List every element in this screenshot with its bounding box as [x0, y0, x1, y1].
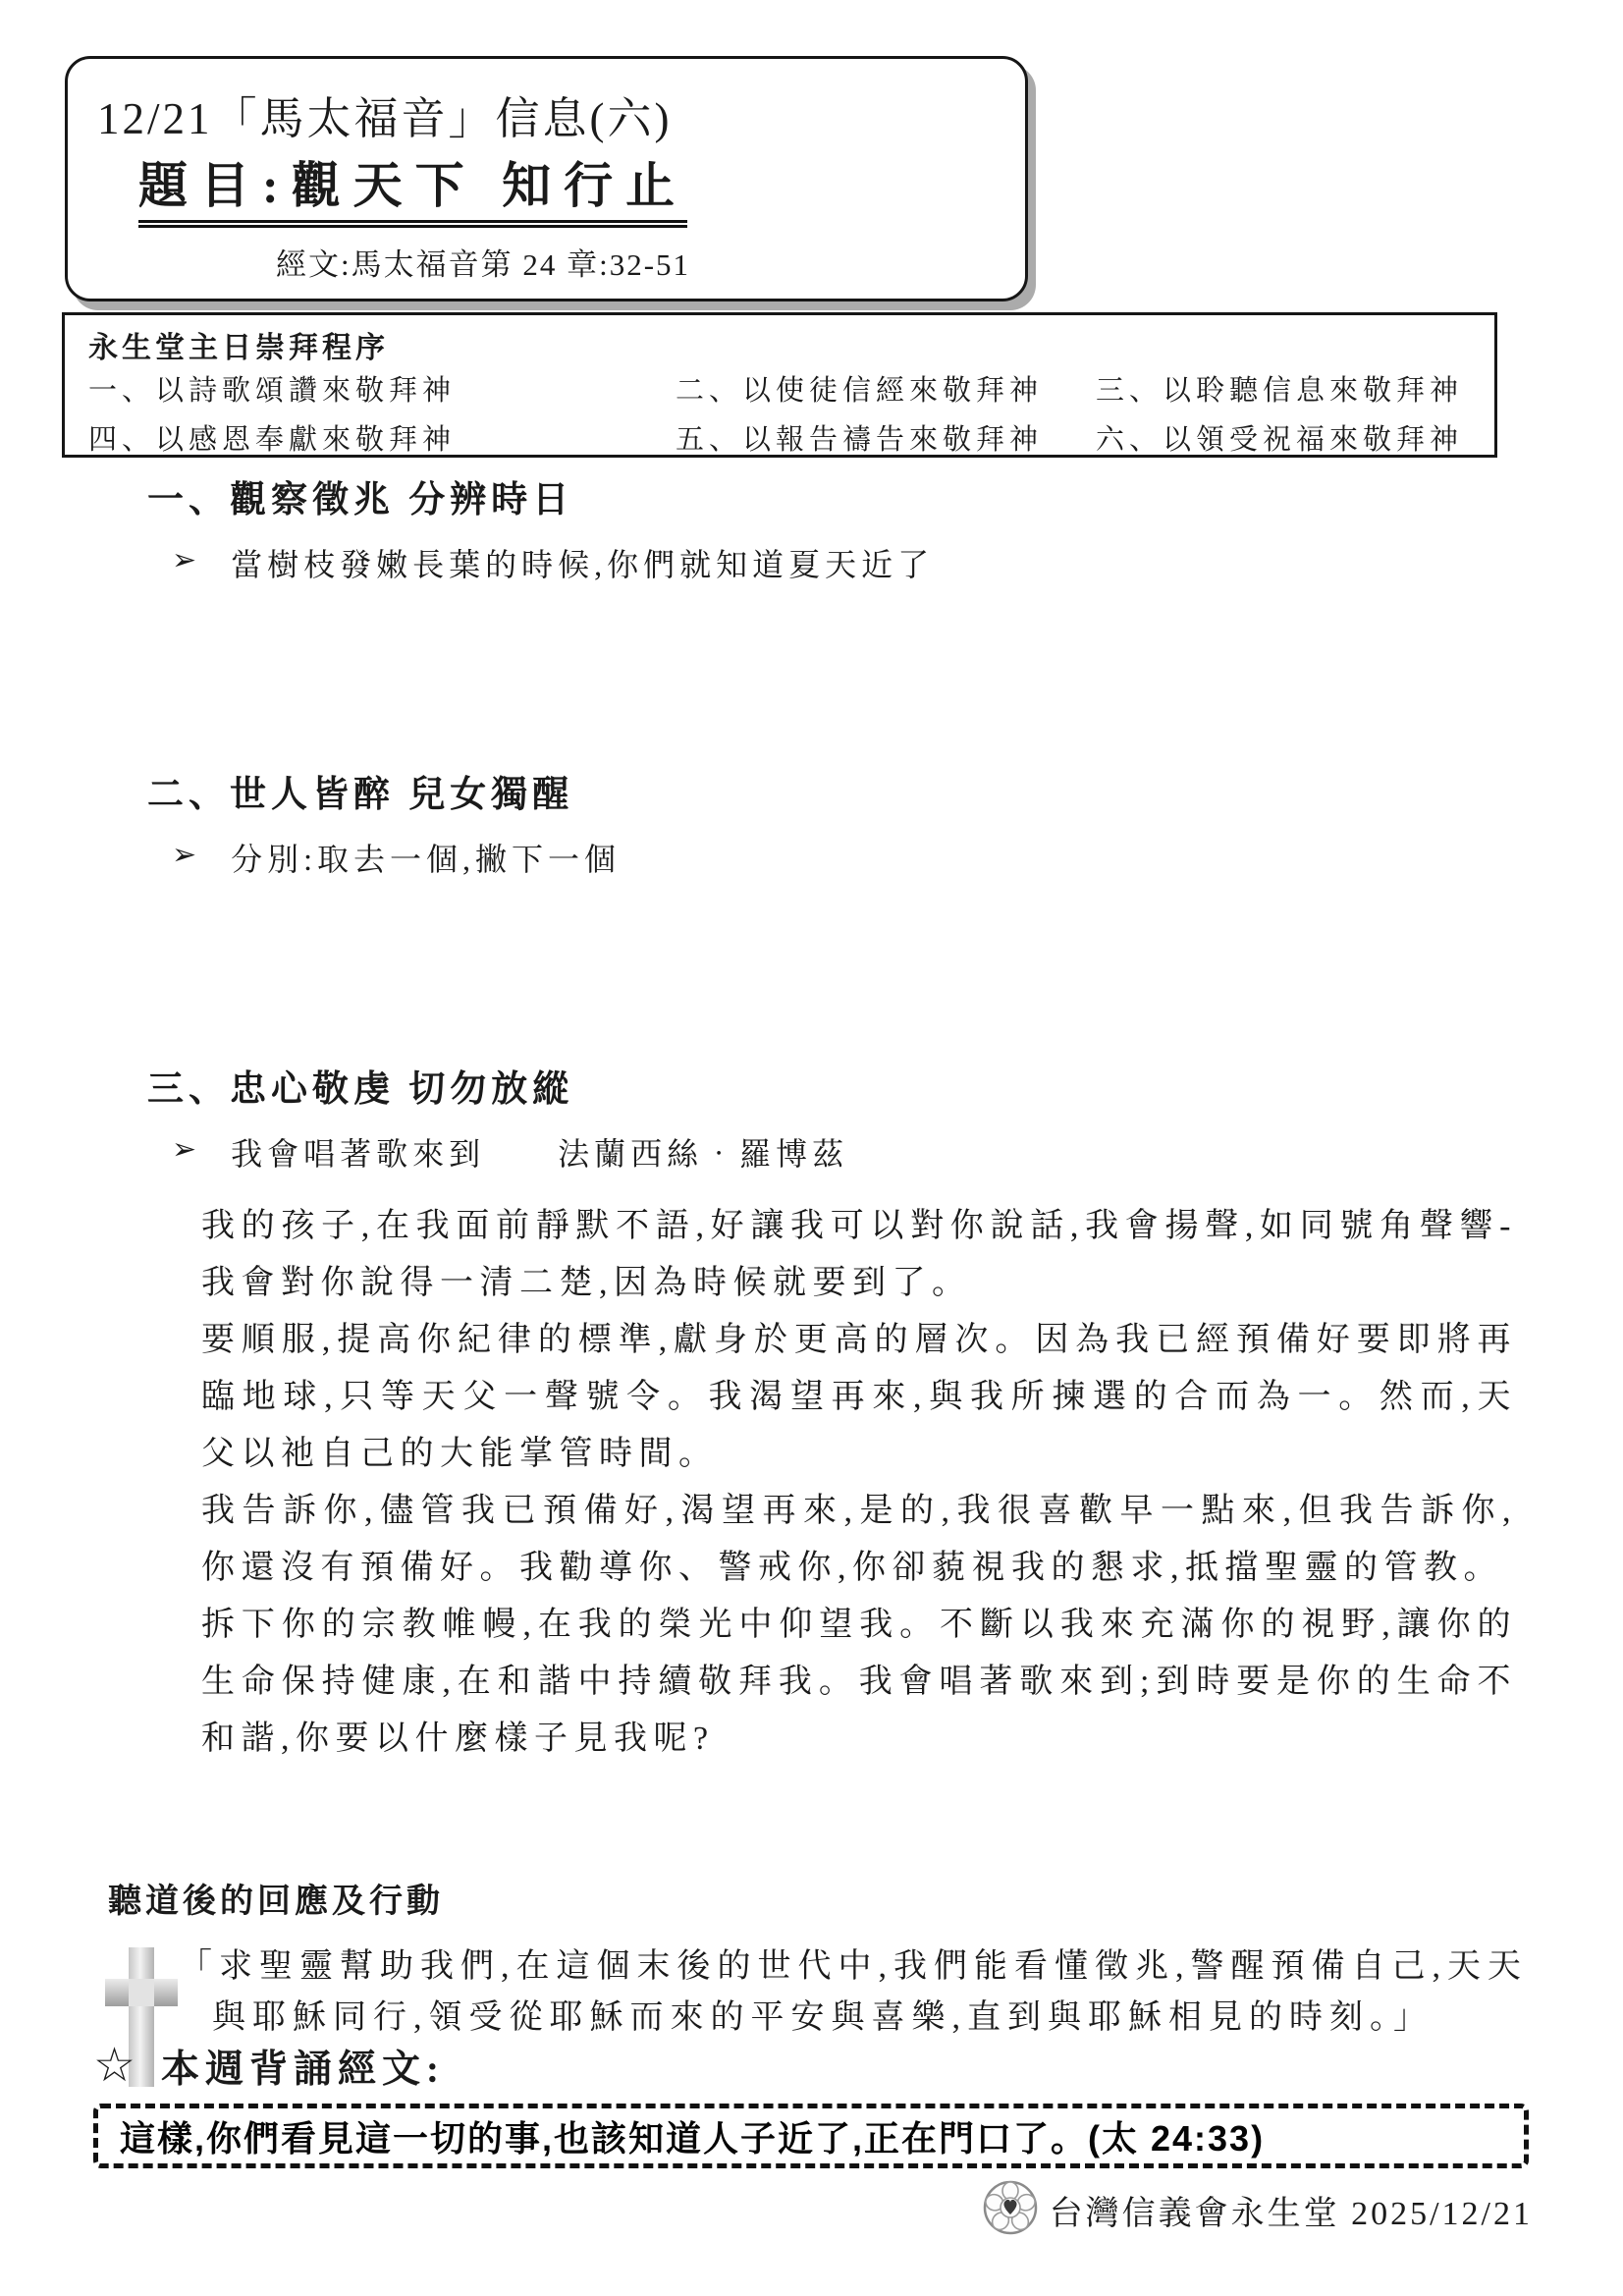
section-heading: 二、世人皆醉 兒女獨醒	[147, 775, 574, 815]
sermon-date-line: 12/21「馬太福音」信息(六)	[97, 94, 673, 143]
scripture-reference: 經文:馬太福音第 24 章:32-51	[276, 246, 691, 282]
star-icon: ☆	[93, 2040, 136, 2092]
outline-section	[0, 469, 1623, 585]
luther-rose-logo-icon	[983, 2180, 1038, 2240]
worship-order-title: 永生堂主日崇拜程序	[88, 332, 389, 364]
response-section	[0, 1874, 1623, 2044]
section-bullet-text: 我會唱著歌來到 法蘭西絲‧羅博茲	[231, 1136, 849, 1172]
response-heading: 聽道後的回應及行動	[108, 1884, 444, 1920]
section-bullet-row	[172, 540, 1623, 585]
section-heading: 一、觀察徵兆 分辨時日	[147, 480, 574, 520]
worship-order-item: 六、以領受祝福來敬拜神	[1096, 424, 1464, 457]
outline-section	[0, 764, 1623, 880]
memory-verse-box	[93, 2104, 1529, 2168]
outline-sections	[0, 469, 1623, 1175]
worship-order-box	[62, 312, 1497, 458]
outline-section	[0, 1059, 1623, 1175]
poem-paragraph: 我的孩子,在我面前靜默不語,好讓我可以對你說話,我會揚聲,如同號角聲響-我會對你說得一清二楚,因為時候就要到了。	[201, 1208, 1517, 1301]
section-bullet-row	[172, 835, 1623, 880]
section-bullet-row	[172, 1129, 1623, 1175]
response-quote: 「求聖靈幫助我們,在這個末後的世代中,我們能看懂徵兆,警醒預備自己,天天與耶穌同行,領受從耶穌而來的平安與喜樂,直到與耶穌相見的時刻。」	[179, 1948, 1528, 2036]
church-name-and-date: 台灣信義會永生堂 2025/12/21	[1049, 2196, 1533, 2232]
section-bullet-text: 分別:取去一個,撇下一個	[231, 842, 622, 877]
section-heading: 三、忠心敬虔 切勿放縱	[147, 1069, 574, 1110]
worship-order-item: 二、以使徒信經來敬拜神	[676, 375, 1044, 407]
poem-paragraph: 我告訴你,儘管我已預備好,渴望再來,是的,我很喜歡早一點來,但我告訴你,你還沒有預備好。我勸導你、警戒你,你卻藐視我的懇求,抵擋聖靈的管教。	[201, 1493, 1517, 1586]
sermon-outline	[0, 469, 1623, 1768]
worship-order-item: 五、以報告禱告來敬拜神	[676, 424, 1044, 457]
memory-verse-text: 這樣,你們看見這一切的事,也該知道人子近了,正在門口了。(太 24:33)	[120, 2117, 1266, 2159]
arrow-bullet-icon: ➢	[172, 544, 202, 576]
poem-paragraph: 要順服,提高你紀律的標準,獻身於更高的層次。因為我已經預備好要即將再臨地球,只等天父一聲號令。我渴望再來,與我所揀選的合而為一。然而,天父以祂自己的大能掌管時間。	[201, 1322, 1517, 1472]
response-quote-row	[0, 1941, 1623, 2044]
sermon-title: 題目:觀天下 知行止	[138, 158, 687, 228]
worship-order-item: 四、以感恩奉獻來敬拜神	[88, 424, 457, 457]
arrow-bullet-icon: ➢	[172, 839, 202, 871]
worship-order-grid	[65, 370, 1494, 461]
worship-order-item: 一、以詩歌頌讚來敬拜神	[88, 375, 457, 407]
sermon-header-box	[65, 56, 1028, 301]
arrow-bullet-icon: ➢	[172, 1133, 202, 1166]
section-bullet-text: 當樹枝發嫩長葉的時候,你們就知道夏天近了	[231, 547, 935, 582]
poem-text	[201, 1198, 1517, 1768]
memory-verse-heading: 本週背誦經文:	[161, 2049, 446, 2091]
worship-order-item: 三、以聆聽信息來敬拜神	[1096, 375, 1464, 407]
poem-paragraph: 拆下你的宗教帷幔,在我的榮光中仰望我。不斷以我來充滿你的視野,讓你的生命保持健康,在和諧中持續敬拜我。我會唱著歌來到;到時要是你的生命不和諧,你要以什麼樣子見我呢?	[201, 1607, 1517, 1757]
memory-verse-header	[93, 2039, 445, 2094]
page-footer	[983, 2180, 1533, 2240]
